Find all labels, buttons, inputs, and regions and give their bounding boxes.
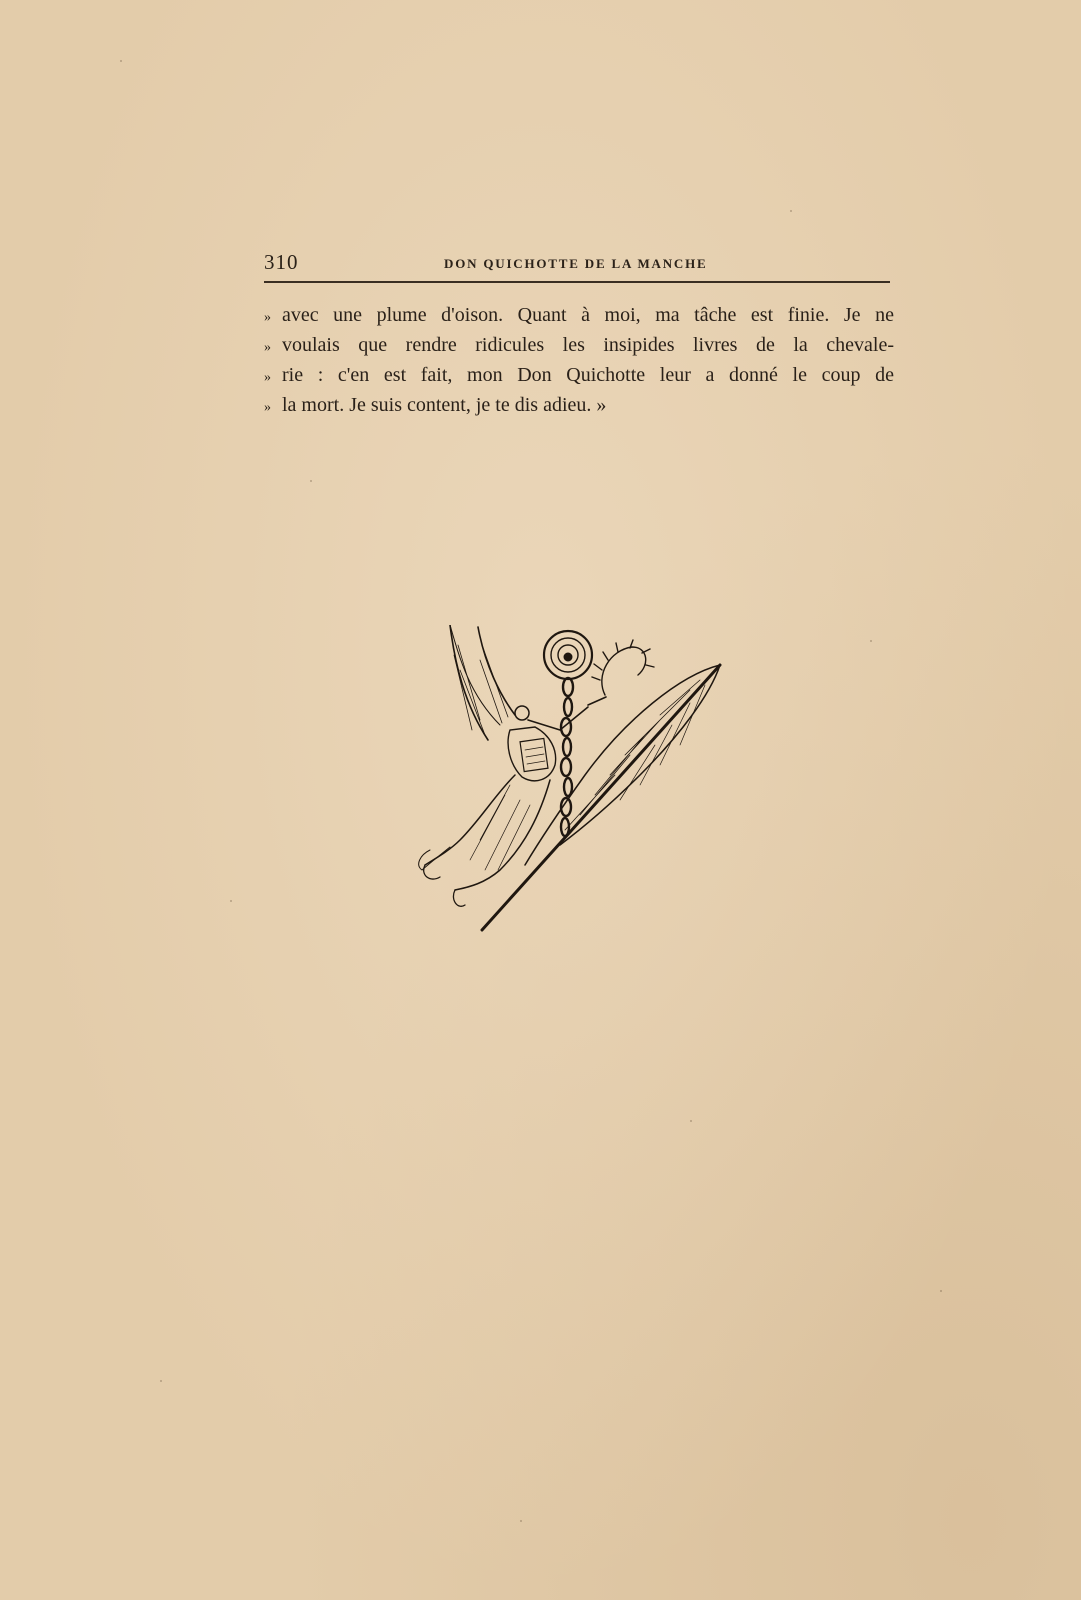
- text-line: [264, 360, 894, 390]
- running-title: DON QUICHOTTE DE LA MANCHE: [444, 256, 708, 271]
- line-text: avec une plume d'oison. Quant à moi, ma tâche est finie. Je ne: [282, 304, 894, 326]
- paper-speck: [120, 60, 122, 62]
- header-rule: [264, 281, 890, 283]
- text-line: [264, 390, 894, 420]
- paper-speck: [160, 1380, 162, 1382]
- quill-icon: [482, 665, 720, 930]
- text-line: [264, 300, 894, 330]
- text-line: [264, 330, 894, 360]
- quote-mark: »: [264, 400, 271, 415]
- paper-speck: [690, 1120, 692, 1122]
- chain-icon: [561, 678, 573, 836]
- paper-speck: [520, 1520, 522, 1522]
- angel-quill-illustration: [410, 625, 750, 955]
- paper-speck: [790, 210, 792, 212]
- page-number: 310: [264, 250, 299, 274]
- line-text: rie : c'en est fait, mon Don Quichotte leur a donné le coup de: [282, 364, 894, 386]
- laurel-wreath-icon: [588, 640, 654, 705]
- line-text: voulais que rendre ridicules les insipides livres de la chevale-: [282, 334, 894, 356]
- winged-figure-icon: [419, 625, 588, 906]
- quote-mark: »: [264, 370, 271, 385]
- paper-speck: [230, 900, 232, 902]
- line-text: la mort. Je suis content, je te dis adieu. »: [282, 394, 607, 416]
- paper-speck: [310, 480, 312, 482]
- page-header: [264, 250, 890, 280]
- body-text: [264, 300, 894, 420]
- paper-speck: [940, 1290, 942, 1292]
- quote-mark: »: [264, 310, 271, 325]
- quote-mark: »: [264, 340, 271, 355]
- medallion-icon: [544, 631, 592, 679]
- paper-speck: [870, 640, 872, 642]
